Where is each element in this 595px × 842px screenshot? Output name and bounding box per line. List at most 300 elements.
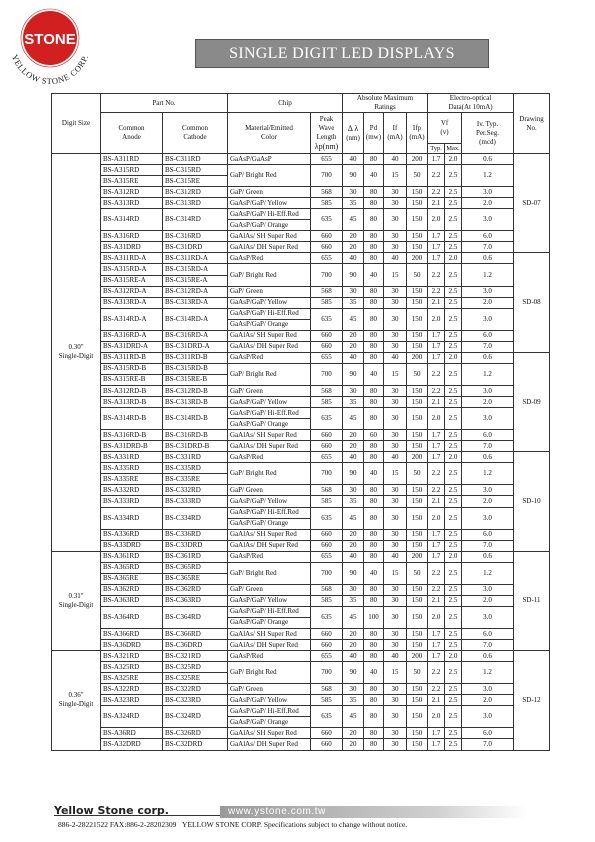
- iv-cell: 3.0: [462, 684, 514, 695]
- if-unit: (mA): [387, 133, 403, 141]
- footer-company: Yellow Stone corp.: [54, 804, 169, 817]
- vf-typ-cell: 2.1: [428, 198, 445, 209]
- pd-unit: (mw): [365, 133, 382, 141]
- common-cathode-cell: BS-C311RD: [163, 154, 228, 165]
- chip-cell: GaAsP/Red: [228, 452, 311, 463]
- vf-typ-cell: 1.7: [428, 551, 445, 562]
- iv-cell: 6.0: [462, 330, 514, 341]
- delta-lambda-cell: 45: [343, 706, 364, 728]
- chip-cell: GaAsP/GaP/ Orange: [228, 220, 311, 231]
- peak-wavelength-cell: 635: [311, 308, 343, 330]
- vf-max-cell: 2.5: [445, 231, 462, 242]
- iv-cell: 1.2: [462, 264, 514, 286]
- delta-lambda-cell: 20: [343, 629, 364, 640]
- common-cathode-cell: BS-C322RD: [163, 684, 228, 695]
- peak-wavelength-cell: 660: [311, 540, 343, 551]
- iv-line-3: (mcd): [479, 137, 496, 146]
- col-vf-max: Max.: [446, 145, 460, 152]
- drawing-line-2: No.: [526, 123, 537, 132]
- col-common-cathode: [163, 113, 228, 154]
- vf-typ-cell: 1.7: [428, 231, 445, 242]
- footer-note: CORP. Specifications subject to change without notice.: [239, 820, 408, 829]
- table-row: [52, 264, 550, 275]
- electro-line-1: Electro-optical: [449, 94, 492, 102]
- if-cell: 30: [384, 308, 407, 330]
- cathode-line-2: Cathode: [183, 133, 207, 141]
- ifp-cell: 200: [407, 154, 428, 165]
- common-anode-cell: BS-A325RE: [101, 673, 163, 684]
- vf-max-cell: 2.5: [445, 165, 462, 187]
- table-row: [52, 242, 550, 253]
- chip-cell: GaAlAs/ SH Super Red: [228, 330, 311, 341]
- vf-typ-cell: 1.7: [428, 651, 445, 662]
- vf-typ-cell: 2.0: [428, 308, 445, 330]
- common-cathode-cell: BS-C332RD: [163, 485, 228, 496]
- if-cell: 15: [384, 463, 407, 485]
- if-cell: 30: [384, 231, 407, 242]
- table-row: [52, 463, 550, 474]
- pd-cell: 80: [364, 441, 384, 452]
- vf-max-cell: 2.5: [445, 198, 462, 209]
- delta-lambda-cell: 90: [343, 662, 364, 684]
- common-anode-cell: BS-A361RD: [101, 551, 163, 562]
- pd-cell: 80: [364, 341, 384, 352]
- peak-wavelength-cell: 660: [311, 341, 343, 352]
- vf-max-cell: 2.5: [445, 584, 462, 595]
- footer-website[interactable]: www.ystone.com.tw: [220, 806, 528, 818]
- peak-wavelength-cell: 700: [311, 165, 343, 187]
- ifp-cell: 150: [407, 209, 428, 231]
- delta-lambda-cell: 45: [343, 507, 364, 529]
- delta-lambda-cell: 90: [343, 562, 364, 584]
- vf-unit: (v): [440, 128, 449, 136]
- common-cathode-cell: BS-C313RD-B: [163, 397, 228, 408]
- vf-max-cell: 2.5: [445, 341, 462, 352]
- delta-lambda-cell: 20: [343, 231, 364, 242]
- ifp-cell: 200: [407, 651, 428, 662]
- common-anode-cell: BS-A311RD-B: [101, 352, 163, 363]
- table-row: [52, 231, 550, 242]
- vf-max-cell: 2.0: [445, 352, 462, 363]
- table-row: [52, 253, 550, 264]
- common-anode-cell: BS-A315RD-B: [101, 363, 163, 374]
- chip-cell: GaAsP/GaP/ Yellow: [228, 297, 311, 308]
- common-anode-cell: BS-A334RD: [101, 507, 163, 529]
- if-cell: 30: [384, 297, 407, 308]
- peak-line-2: Wave: [318, 123, 335, 132]
- vf-typ-cell: 1.7: [428, 529, 445, 540]
- vf-typ-cell: 2.1: [428, 397, 445, 408]
- chip-cell: GaAsP/GaP/ Yellow: [228, 496, 311, 507]
- iv-cell: 0.6: [462, 551, 514, 562]
- ifp-cell: 150: [407, 430, 428, 441]
- common-cathode-cell: BS-C31DRD-A: [163, 341, 228, 352]
- peak-wavelength-cell: 568: [311, 485, 343, 496]
- ifp-cell: 150: [407, 496, 428, 507]
- ifp-cell: 150: [407, 629, 428, 640]
- ifp-cell: 150: [407, 540, 428, 551]
- chip-cell: GaAlAs/ DH Super Red: [228, 739, 311, 750]
- table-row: [52, 165, 550, 176]
- table-row: [52, 496, 550, 507]
- vf-max-cell: 2.5: [445, 606, 462, 628]
- iv-cell: 7.0: [462, 242, 514, 253]
- iv-cell: 7.0: [462, 341, 514, 352]
- peak-wavelength-cell: 660: [311, 640, 343, 651]
- chip-cell: GaAsP/GaP/ Orange: [228, 617, 311, 628]
- iv-cell: 0.6: [462, 651, 514, 662]
- if-cell: 30: [384, 606, 407, 628]
- common-anode-cell: BS-A33DRD: [101, 540, 163, 551]
- if-cell: 15: [384, 662, 407, 684]
- delta-lambda-cell: 35: [343, 595, 364, 606]
- pd-cell: 80: [364, 551, 384, 562]
- delta-lambda-unit: (nm): [346, 133, 360, 142]
- peak-wavelength-cell: 568: [311, 584, 343, 595]
- table-row: [52, 363, 550, 374]
- peak-wavelength-cell: 568: [311, 385, 343, 396]
- if-cell: 30: [384, 728, 407, 739]
- table-row: [52, 562, 550, 573]
- vf-typ-cell: 1.7: [428, 452, 445, 463]
- peak-wavelength-cell: 655: [311, 253, 343, 264]
- iv-cell: 7.0: [462, 640, 514, 651]
- table-row: [52, 551, 550, 562]
- common-cathode-cell: BS-C325RE: [163, 673, 228, 684]
- drawing-no-cell: SD-11: [514, 551, 550, 650]
- common-cathode-cell: BS-C334RD: [163, 507, 228, 529]
- iv-cell: 0.6: [462, 154, 514, 165]
- common-anode-cell: BS-A311RD-A: [101, 253, 163, 264]
- pd-cell: 80: [364, 529, 384, 540]
- table-row: [52, 728, 550, 739]
- pd-cell: 40: [364, 562, 384, 584]
- peak-line-3: Length: [316, 132, 337, 141]
- pd-cell: 80: [364, 286, 384, 297]
- chip-cell: GaAlAs/ SH Super Red: [228, 629, 311, 640]
- if-cell: 30: [384, 187, 407, 198]
- if-cell: 30: [384, 242, 407, 253]
- vf-max-cell: 2.0: [445, 551, 462, 562]
- common-cathode-cell: BS-C324RD: [163, 706, 228, 728]
- common-anode-cell: BS-A321RD: [101, 651, 163, 662]
- col-digit-size: Digit Size: [52, 94, 101, 154]
- digit-size-type: Single-Digit: [58, 700, 94, 709]
- vf-max-cell: 2.5: [445, 463, 462, 485]
- peak-wavelength-cell: 700: [311, 662, 343, 684]
- if-cell: 30: [384, 507, 407, 529]
- chip-cell: GaAlAs/ DH Super Red: [228, 341, 311, 352]
- peak-wavelength-cell: 568: [311, 187, 343, 198]
- table-row: [52, 441, 550, 452]
- if-cell: 30: [384, 695, 407, 706]
- iv-cell: 6.0: [462, 728, 514, 739]
- delta-lambda-cell: 20: [343, 430, 364, 441]
- delta-lambda-cell: 45: [343, 408, 364, 430]
- common-anode-cell: BS-A313RD: [101, 198, 163, 209]
- iv-cell: 6.0: [462, 629, 514, 640]
- pd-cell: 80: [364, 640, 384, 651]
- peak-wavelength-cell: 700: [311, 264, 343, 286]
- iv-cell: 1.2: [462, 562, 514, 584]
- chip-cell: GaAsP/GaP/ Orange: [228, 518, 311, 529]
- col-pd: [364, 113, 384, 154]
- ifp-cell: 150: [407, 507, 428, 529]
- table-row: [52, 352, 550, 363]
- table-row: [52, 408, 550, 419]
- common-cathode-cell: BS-C312RD-A: [163, 286, 228, 297]
- col-vf-typ: Typ.: [428, 144, 445, 154]
- iv-cell: 3.0: [462, 187, 514, 198]
- vf-max-cell: 2.5: [445, 330, 462, 341]
- peak-wavelength-cell: 635: [311, 507, 343, 529]
- peak-wavelength-cell: 568: [311, 684, 343, 695]
- pd-cell: 40: [364, 662, 384, 684]
- col-delta-lambda: [343, 113, 364, 154]
- common-cathode-cell: BS-C315RD-A: [163, 264, 228, 275]
- ifp-cell: 150: [407, 728, 428, 739]
- vf-typ-cell: 2.1: [428, 297, 445, 308]
- vf-max-cell: 2.5: [445, 264, 462, 286]
- common-anode-cell: BS-A335RE: [101, 474, 163, 485]
- ifp-cell: 50: [407, 662, 428, 684]
- vf-max-cell: 2.5: [445, 562, 462, 584]
- common-anode-cell: BS-A316RD-A: [101, 330, 163, 341]
- vf-max-cell: 2.5: [445, 595, 462, 606]
- vf-label: Vf: [440, 119, 449, 127]
- chip-cell: GaAsP/Red: [228, 352, 311, 363]
- table-body: [52, 154, 550, 751]
- if-cell: 40: [384, 253, 407, 264]
- digit-size-type: Single-Digit: [58, 600, 94, 609]
- common-cathode-cell: BS-C315RE-A: [163, 275, 228, 286]
- ifp-cell: 150: [407, 187, 428, 198]
- drawing-no-cell: SD-09: [514, 352, 550, 451]
- delta-lambda-cell: 20: [343, 739, 364, 750]
- common-cathode-cell: BS-C315RD: [163, 165, 228, 176]
- chip-cell: GaP/ Bright Red: [228, 562, 311, 584]
- common-cathode-cell: BS-C316RD: [163, 231, 228, 242]
- ifp-cell: 200: [407, 352, 428, 363]
- ifp-cell: 50: [407, 165, 428, 187]
- ifp-cell: 150: [407, 706, 428, 728]
- common-cathode-cell: BS-C312RD-B: [163, 385, 228, 396]
- chip-cell: GaP/ Bright Red: [228, 463, 311, 485]
- common-cathode-cell: BS-C316RD-B: [163, 430, 228, 441]
- peak-wavelength-cell: 655: [311, 452, 343, 463]
- col-material: [228, 113, 311, 154]
- delta-lambda-cell: 90: [343, 463, 364, 485]
- common-cathode-cell: BS-C32DRD: [163, 739, 228, 750]
- ifp-cell: 200: [407, 551, 428, 562]
- chip-cell: GaP/ Green: [228, 187, 311, 198]
- pd-cell: 80: [364, 706, 384, 728]
- common-anode-cell: BS-A323RD: [101, 695, 163, 706]
- if-cell: 30: [384, 286, 407, 297]
- vf-max-cell: 2.5: [445, 507, 462, 529]
- table-row: [52, 595, 550, 606]
- vf-max-cell: 2.5: [445, 684, 462, 695]
- peak-wavelength-cell: 660: [311, 242, 343, 253]
- common-cathode-cell: BS-C336RD: [163, 529, 228, 540]
- chip-cell: GaP/ Green: [228, 485, 311, 496]
- common-anode-cell: BS-A315RE-A: [101, 275, 163, 286]
- table-row: [52, 397, 550, 408]
- pd-cell: 80: [364, 209, 384, 231]
- vf-typ-cell: 2.0: [428, 209, 445, 231]
- ifp-cell: 150: [407, 397, 428, 408]
- vf-typ-cell: 1.7: [428, 154, 445, 165]
- ifp-cell: 150: [407, 441, 428, 452]
- pd-cell: 80: [364, 684, 384, 695]
- if-cell: 40: [384, 651, 407, 662]
- table-row: [52, 739, 550, 750]
- common-anode-cell: BS-A312RD: [101, 187, 163, 198]
- peak-wavelength-cell: 655: [311, 154, 343, 165]
- common-cathode-cell: BS-C311RD-B: [163, 352, 228, 363]
- col-common-anode: [101, 113, 163, 154]
- delta-lambda-cell: 45: [343, 308, 364, 330]
- iv-cell: 3.0: [462, 385, 514, 396]
- chip-cell: GaAsP/GaP/ Hi-Eff.Red: [228, 507, 311, 518]
- table-row: [52, 606, 550, 617]
- vf-typ-cell: 1.7: [428, 640, 445, 651]
- ifp-cell: 150: [407, 529, 428, 540]
- pd-cell: 40: [364, 463, 384, 485]
- if-cell: 30: [384, 629, 407, 640]
- common-anode-cell: BS-A331RD: [101, 452, 163, 463]
- delta-lambda-cell: 20: [343, 640, 364, 651]
- common-anode-cell: BS-A313RD-A: [101, 297, 163, 308]
- iv-cell: 3.0: [462, 706, 514, 728]
- delta-lambda-cell: 20: [343, 441, 364, 452]
- delta-lambda-cell: 20: [343, 540, 364, 551]
- chip-cell: GaAlAs/ SH Super Red: [228, 728, 311, 739]
- peak-wavelength-cell: 585: [311, 595, 343, 606]
- table-row: [52, 341, 550, 352]
- delta-lambda-cell: 30: [343, 584, 364, 595]
- ifp-cell: 200: [407, 452, 428, 463]
- vf-typ-cell: 2.0: [428, 706, 445, 728]
- common-cathode-cell: BS-C315RD-B: [163, 363, 228, 374]
- delta-lambda-cell: 30: [343, 187, 364, 198]
- digit-size-cell: [52, 154, 101, 552]
- led-spec-table: [51, 93, 550, 751]
- peak-wavelength-cell: 568: [311, 286, 343, 297]
- chip-cell: GaP/ Green: [228, 584, 311, 595]
- delta-lambda-cell: 40: [343, 154, 364, 165]
- chip-cell: GaAsP/GaP/ Hi-Eff.Red: [228, 408, 311, 419]
- chip-cell: GaAsP/GaP/ Hi-Eff.Red: [228, 706, 311, 717]
- table-row: [52, 430, 550, 441]
- vf-max-cell: 2.0: [445, 452, 462, 463]
- if-cell: 30: [384, 441, 407, 452]
- peak-wavelength-cell: 660: [311, 330, 343, 341]
- vf-typ-cell: 2.0: [428, 507, 445, 529]
- table-row: [52, 485, 550, 496]
- vf-typ-cell: 2.2: [428, 264, 445, 286]
- vf-max-cell: 2.5: [445, 209, 462, 231]
- pd-cell: 80: [364, 231, 384, 242]
- material-line-1: Material/Emitted: [245, 124, 293, 132]
- if-cell: 30: [384, 640, 407, 651]
- common-cathode-cell: BS-C365RE: [163, 573, 228, 584]
- drawing-no-cell: SD-10: [514, 452, 550, 551]
- col-vf: [428, 113, 462, 144]
- col-part-no: Part No.: [101, 94, 228, 113]
- vf-max-cell: 2.5: [445, 308, 462, 330]
- common-cathode-cell: BS-C365RD: [163, 562, 228, 573]
- chip-cell: GaAsP/GaP/ Yellow: [228, 695, 311, 706]
- iv-cell: 0.6: [462, 352, 514, 363]
- if-cell: 30: [384, 595, 407, 606]
- chip-cell: GaAsP/Red: [228, 253, 311, 264]
- common-anode-cell: BS-A362RD: [101, 584, 163, 595]
- ifp-cell: 50: [407, 463, 428, 485]
- ifp-cell: 150: [407, 385, 428, 396]
- peak-wavelength-cell: 585: [311, 496, 343, 507]
- common-anode-cell: BS-A366RD: [101, 629, 163, 640]
- common-anode-cell: BS-A365RD: [101, 562, 163, 573]
- ifp-cell: 150: [407, 695, 428, 706]
- ifp-cell: 150: [407, 297, 428, 308]
- common-anode-cell: BS-A314RD-A: [101, 308, 163, 330]
- ifp-cell: 150: [407, 640, 428, 651]
- peak-wavelength-cell: 700: [311, 363, 343, 385]
- peak-wavelength-cell: 660: [311, 739, 343, 750]
- pd-cell: 80: [364, 507, 384, 529]
- if-cell: 15: [384, 562, 407, 584]
- iv-cell: 7.0: [462, 739, 514, 750]
- iv-cell: 6.0: [462, 231, 514, 242]
- table-row: [52, 684, 550, 695]
- delta-lambda-cell: 35: [343, 695, 364, 706]
- delta-lambda-cell: 30: [343, 684, 364, 695]
- pd-cell: 80: [364, 629, 384, 640]
- pd-cell: 80: [364, 728, 384, 739]
- iv-cell: 2.0: [462, 198, 514, 209]
- vf-max-cell: 2.5: [445, 408, 462, 430]
- peak-wavelength-cell: 585: [311, 198, 343, 209]
- iv-cell: 0.6: [462, 452, 514, 463]
- pd-cell: 80: [364, 352, 384, 363]
- common-anode-cell: BS-A315RE-B: [101, 374, 163, 385]
- table-row: [52, 584, 550, 595]
- delta-lambda-cell: 40: [343, 551, 364, 562]
- ifp-cell: 50: [407, 264, 428, 286]
- delta-lambda-cell: 20: [343, 529, 364, 540]
- col-electro: [428, 94, 514, 113]
- delta-lambda-cell: 45: [343, 606, 364, 628]
- peak-wavelength-cell: 655: [311, 651, 343, 662]
- vf-typ-cell: 1.7: [428, 253, 445, 264]
- table-row: [52, 695, 550, 706]
- chip-cell: GaAlAs/ DH Super Red: [228, 640, 311, 651]
- col-abs-max: [343, 94, 428, 113]
- peak-unit: λp(nm): [314, 141, 339, 151]
- vf-max-cell: 2.5: [445, 385, 462, 396]
- pd-cell: 80: [364, 485, 384, 496]
- digit-size-value: 0.30": [68, 343, 84, 352]
- delta-lambda-cell: 30: [343, 485, 364, 496]
- iv-cell: 3.0: [462, 286, 514, 297]
- common-anode-cell: BS-A31DRD-B: [101, 441, 163, 452]
- digit-size-type: Single-Digit: [58, 352, 94, 361]
- table-row: [52, 154, 550, 165]
- delta-lambda-cell: 30: [343, 385, 364, 396]
- delta-lambda-cell: 40: [343, 352, 364, 363]
- delta-lambda-cell: 35: [343, 198, 364, 209]
